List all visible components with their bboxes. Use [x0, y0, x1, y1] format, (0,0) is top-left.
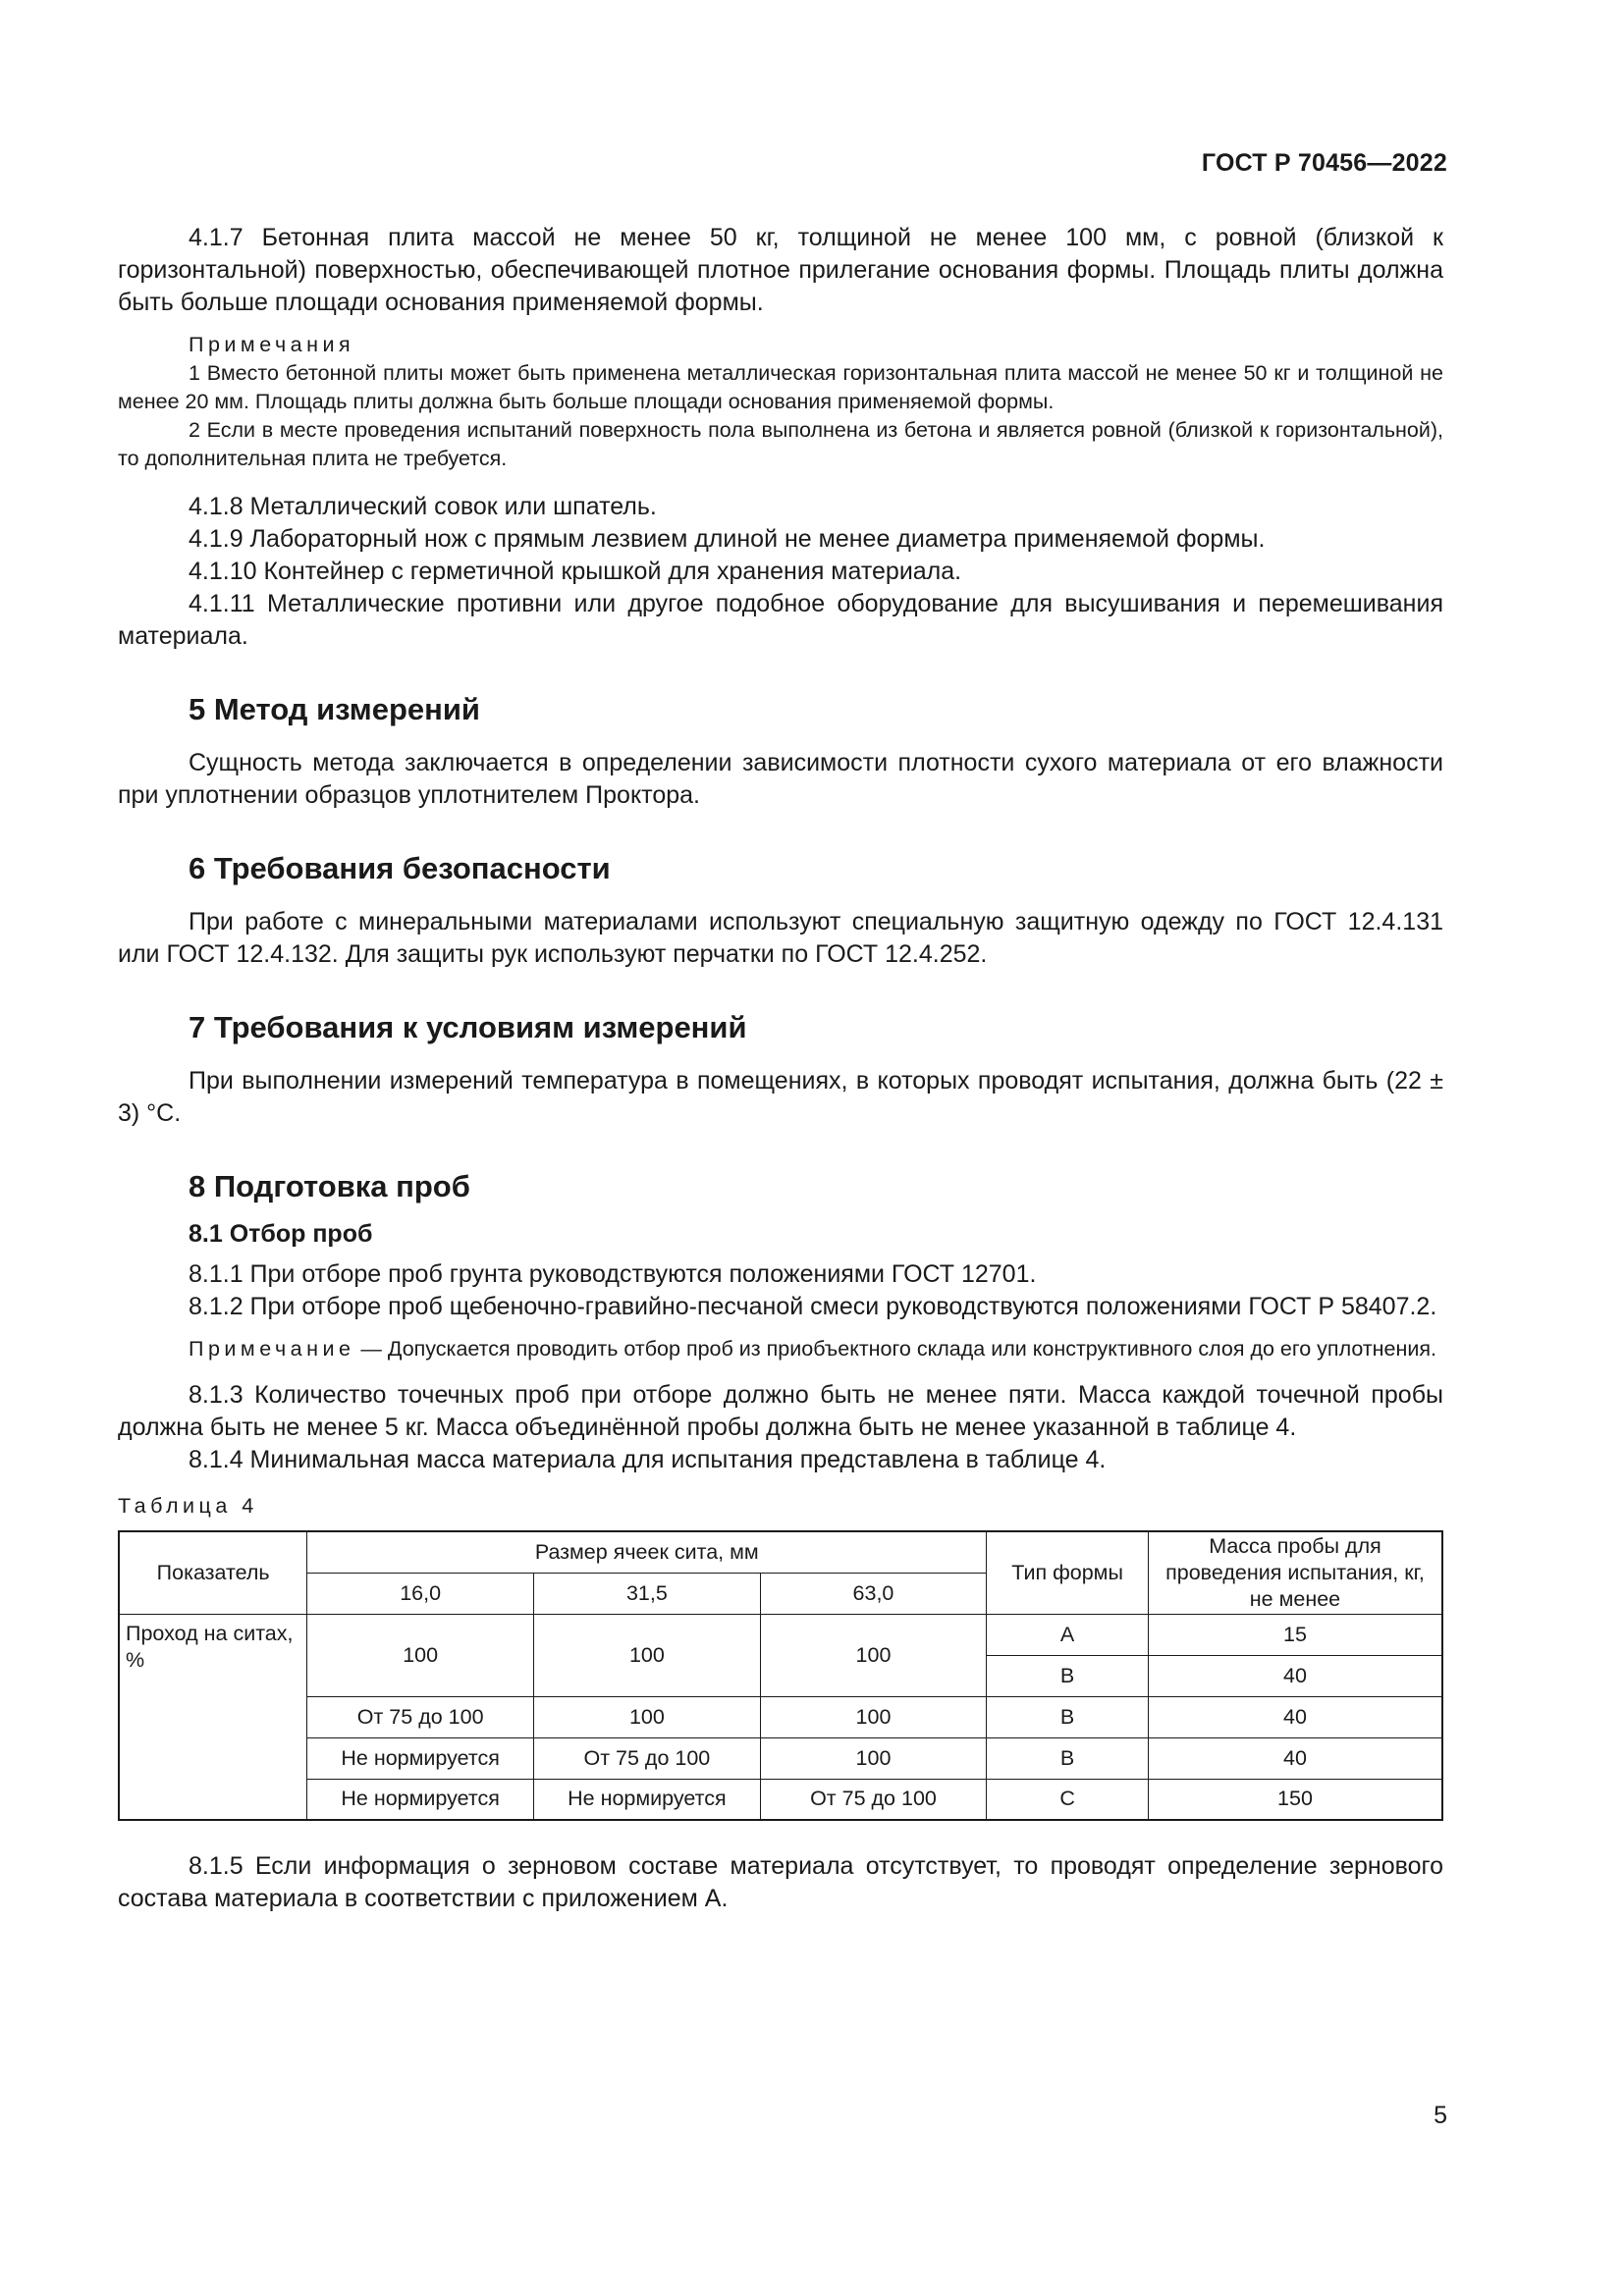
table-cell: От 75 до 100	[760, 1779, 986, 1820]
table-cell: C	[987, 1779, 1149, 1820]
table-cell: От 75 до 100	[534, 1737, 761, 1779]
table-4	[118, 1530, 1443, 1821]
table-cell: 40	[1148, 1655, 1442, 1696]
page-content	[118, 222, 1443, 1915]
header-sample-mass: Масса пробы для проведения испытания, кг, не менее	[1148, 1531, 1442, 1614]
table-header-row	[119, 1531, 1442, 1573]
table-cell: 100	[760, 1696, 986, 1737]
subsection-8-1-title: 8.1 Отбор проб	[189, 1220, 373, 1248]
paragraph-4-1-9: 4.1.9 Лабораторный нож с прямым лезвием длиной не менее диаметра применяемой формы.	[189, 525, 1266, 553]
table-cell: 150	[1148, 1779, 1442, 1820]
section-5-title: 5 Метод измерений	[189, 692, 480, 726]
table-cell: 40	[1148, 1737, 1442, 1779]
table-cell: B	[987, 1696, 1149, 1737]
table-cell: 100	[760, 1737, 986, 1779]
note-1: 1 Вместо бетонной плиты может быть применена металлическая горизонтальная плита массой не менее 50 кг и толщиной не менее 20 мм. Площадь плиты должна быть больше площади основания применяемой формы.	[118, 361, 1443, 413]
table-cell: 100	[534, 1614, 761, 1696]
paragraph-4-1-8: 4.1.8 Металлический совок или шпатель.	[189, 493, 657, 520]
table-cell: 40	[1148, 1696, 1442, 1737]
header-form-type: Тип формы	[987, 1531, 1149, 1614]
section-6-title: 6 Требования безопасности	[189, 851, 611, 885]
section-8-title: 8 Подготовка проб	[189, 1169, 470, 1203]
table-cell: B	[987, 1737, 1149, 1779]
table-cell: 15	[1148, 1614, 1442, 1655]
section-6-text: При работе с минеральными материалами используют специальную защитную одежду по ГОСТ 12.4.131 или ГОСТ 12.4.132. Для защиты рук используют перчатки по ГОСТ 12.4.252.	[118, 908, 1443, 968]
paragraph-4-1-11: 4.1.11 Металлические противни или другое подобное оборудование для высушивания и перемешивания материала.	[118, 590, 1443, 650]
notes-heading: Примечания	[189, 333, 355, 356]
table-cell: 100	[307, 1614, 534, 1696]
table-cell: Не нормируется	[307, 1737, 534, 1779]
table-row	[119, 1779, 1442, 1820]
row-label: Проход на ситах, %	[119, 1614, 307, 1820]
header-sieve-16: 16,0	[307, 1573, 534, 1614]
note-8-1: Примечание — Допускается проводить отбор проб из приобъектного склада или конструктивного слоя до его уплотнения.	[189, 1337, 1437, 1361]
section-7-title: 7 Требования к условиям измерений	[189, 1010, 747, 1044]
table-4-caption: Таблица 4	[118, 1494, 258, 1518]
paragraph-8-1-5: 8.1.5 Если информация о зерновом составе материала отсутствует, то проводят определение зернового состава материала в соответствии с приложением А.	[118, 1852, 1443, 1912]
paragraph-8-1-2: 8.1.2 При отборе проб щебеночно-гравийно-песчаной смеси руководствуются положениями ГОСТ Р 58407.2.	[189, 1293, 1437, 1320]
page-number: 5	[1434, 2102, 1447, 2129]
table-cell: A	[987, 1614, 1149, 1655]
table-cell: Не нормируется	[534, 1779, 761, 1820]
section-5-text: Сущность метода заключается в определении зависимости плотности сухого материала от его влажности при уплотнении образцов уплотнителем Проктора.	[118, 749, 1443, 809]
table-cell: 100	[534, 1696, 761, 1737]
table-row	[119, 1737, 1442, 1779]
paragraph-8-1-4: 8.1.4 Минимальная масса материала для испытания представлена в таблице 4.	[189, 1446, 1107, 1473]
section-7-text: При выполнении измерений температура в помещениях, в которых проводят испытания, должна быть (22 ± 3) °С.	[118, 1067, 1443, 1127]
header-sieve-63: 63,0	[760, 1573, 986, 1614]
paragraph-4-1-7: 4.1.7 Бетонная плита массой не менее 50 кг, толщиной не менее 100 мм, с ровной (близкой к горизонтальной) поверхностью, обеспечивающей плотное прилегание основания формы. Площадь плиты должна быть больше площади основания применяемой формы.	[118, 224, 1443, 316]
table-row	[119, 1696, 1442, 1737]
paragraph-4-1-10: 4.1.10 Контейнер с герметичной крышкой для хранения материала.	[189, 558, 962, 585]
document-code: ГОСТ Р 70456—2022	[1201, 149, 1447, 177]
note-2: 2 Если в месте проведения испытаний поверхность пола выполнена из бетона и является ровной (близкой к горизонтальной), то дополнительная плита не требуется.	[118, 418, 1443, 470]
table-cell: 100	[760, 1614, 986, 1696]
header-sieve-31: 31,5	[534, 1573, 761, 1614]
table-row	[119, 1614, 1442, 1655]
table-cell: Не нормируется	[307, 1779, 534, 1820]
header-sieve-size: Размер ячеек сита, мм	[307, 1531, 987, 1573]
header-indicator: Показатель	[119, 1531, 307, 1614]
table-cell: От 75 до 100	[307, 1696, 534, 1737]
paragraph-8-1-1: 8.1.1 При отборе проб грунта руководствуются положениями ГОСТ 12701.	[189, 1260, 1037, 1288]
table-cell: B	[987, 1655, 1149, 1696]
paragraph-8-1-3: 8.1.3 Количество точечных проб при отборе должно быть не менее пяти. Масса каждой точечной пробы должна быть не менее 5 кг. Масса объединённой пробы должна быть не менее указанной в таблице 4.	[118, 1381, 1443, 1441]
